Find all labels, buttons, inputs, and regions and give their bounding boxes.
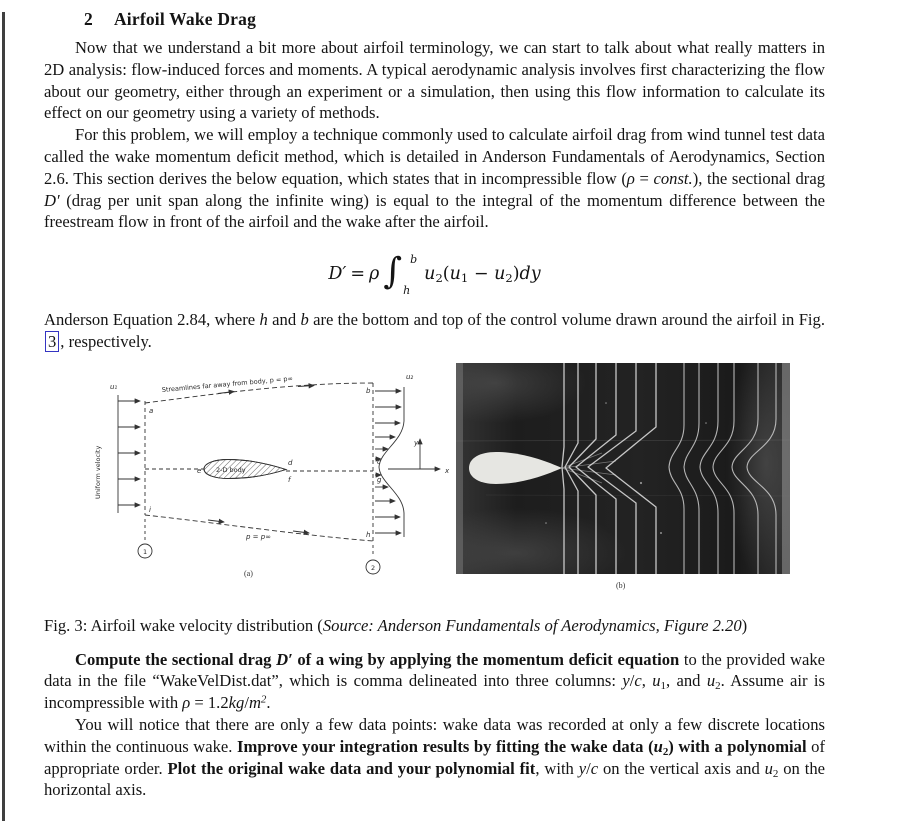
integral-sign: ∫ (383, 250, 403, 292)
figure-3 (44, 363, 825, 595)
equation-integrand: $u_2(u_1 - u_2)dy$ (424, 264, 541, 286)
y-axis-label: y (414, 438, 419, 447)
document-page (44, 0, 825, 801)
point-d: d (288, 458, 293, 467)
paragraph-fit-instructions: You will notice that there are only a few data points: wake data was recorded at only a few discrete locations within the continuous wake. Improve your integration results by fitting the wake data $(u_2)$ with a polynomial of appropriate order. Plot the original wake data and your polynomial fit, with y/c on the vertical axis and $u_2$ on the horizontal axis. (44, 714, 825, 800)
point-f: f (288, 475, 291, 484)
control-volume-diagram (88, 365, 456, 586)
integral-upper-limit: b (410, 253, 418, 267)
momentum-deficit-equation (44, 248, 825, 300)
uniform-velocity-label: Uniform velocity (94, 445, 102, 499)
subfigure-b-label: (b) (616, 580, 626, 590)
point-e: e (197, 466, 202, 475)
x-axis-label: x (445, 466, 450, 475)
figure-caption: Fig. 3: Airfoil wake velocity distribution (Source: Anderson Fundamentals of Aerodynamics, Figure 2.20) (44, 615, 748, 635)
integral-lower-limit: h (403, 284, 411, 298)
u1-label: u₁ (110, 382, 118, 391)
station-1-label: 1 (143, 547, 148, 556)
corner-h: h (366, 530, 371, 539)
section-title: Airfoil Wake Drag (113, 9, 257, 29)
pressure-label: p = p∞ (246, 532, 272, 541)
section-heading (84, 9, 825, 30)
section-number: 2 (84, 9, 93, 29)
corner-i: i (149, 505, 151, 514)
point-g: g (377, 475, 382, 484)
corner-b: b (366, 386, 371, 395)
rho-symbol: ρ (369, 264, 380, 285)
streamline-label: Streamlines far away from body, p = p∞ (161, 374, 294, 394)
u2-label: u₂ (406, 372, 414, 381)
figure-3-link[interactable]: 3 (45, 331, 59, 352)
corner-a: a (149, 406, 154, 415)
body-label: 2-D body (216, 465, 246, 474)
paragraph-method: For this problem, we will employ a technique commonly used to calculate airfoil drag from wind tunnel test data called the wake momentum deficit method, which is detailed in Anderson Fundamentals of Aerodynamics, Section 2.6. This section derives the below equation, which states that in incompressible flow (ρ = const.), the sectional drag D′ (drag per unit span along the infinite wing) is equal to the integral of the momentum difference between the freestream flow in front of the airfoil and the wake after the airfoil. (44, 125, 825, 232)
integral-limits (403, 253, 418, 298)
subfigure-a-label: (a) (244, 568, 253, 578)
wake-photo (456, 363, 790, 579)
equation-lhs: D′ (328, 264, 347, 285)
paragraph-task: Compute the sectional drag D′ of a wing by applying the momentum deficit equation to the provided wake data in the file “WakeVelDist.dat”, which is comma delineated into three columns: y/c, $u_1$, and $u_2$. Assume air is incompressible with $\rho = 1.2kg/m^2$. (44, 649, 825, 713)
page-left-border (2, 12, 5, 821)
paragraph-equation-ref: Anderson Equation 2.84, where h and b are the bottom and top of the control volume drawn around the airfoil in Fig. 3 , respectively. (44, 310, 825, 351)
paragraph-intro: Now that we understand a bit more about airfoil terminology, we can start to talk about what really matters in 2D analysis: flow-induced forces and moments. A typical aerodynamic analysis involves first characterizing the flow about our geometry, either through an experiment or a simulation, then using this flow information to calculate its effect on our geometry using a variety of methods. (44, 38, 825, 123)
equals-sign: = (350, 264, 366, 285)
station-2-label: 2 (371, 563, 376, 572)
point-c: c (377, 457, 381, 466)
